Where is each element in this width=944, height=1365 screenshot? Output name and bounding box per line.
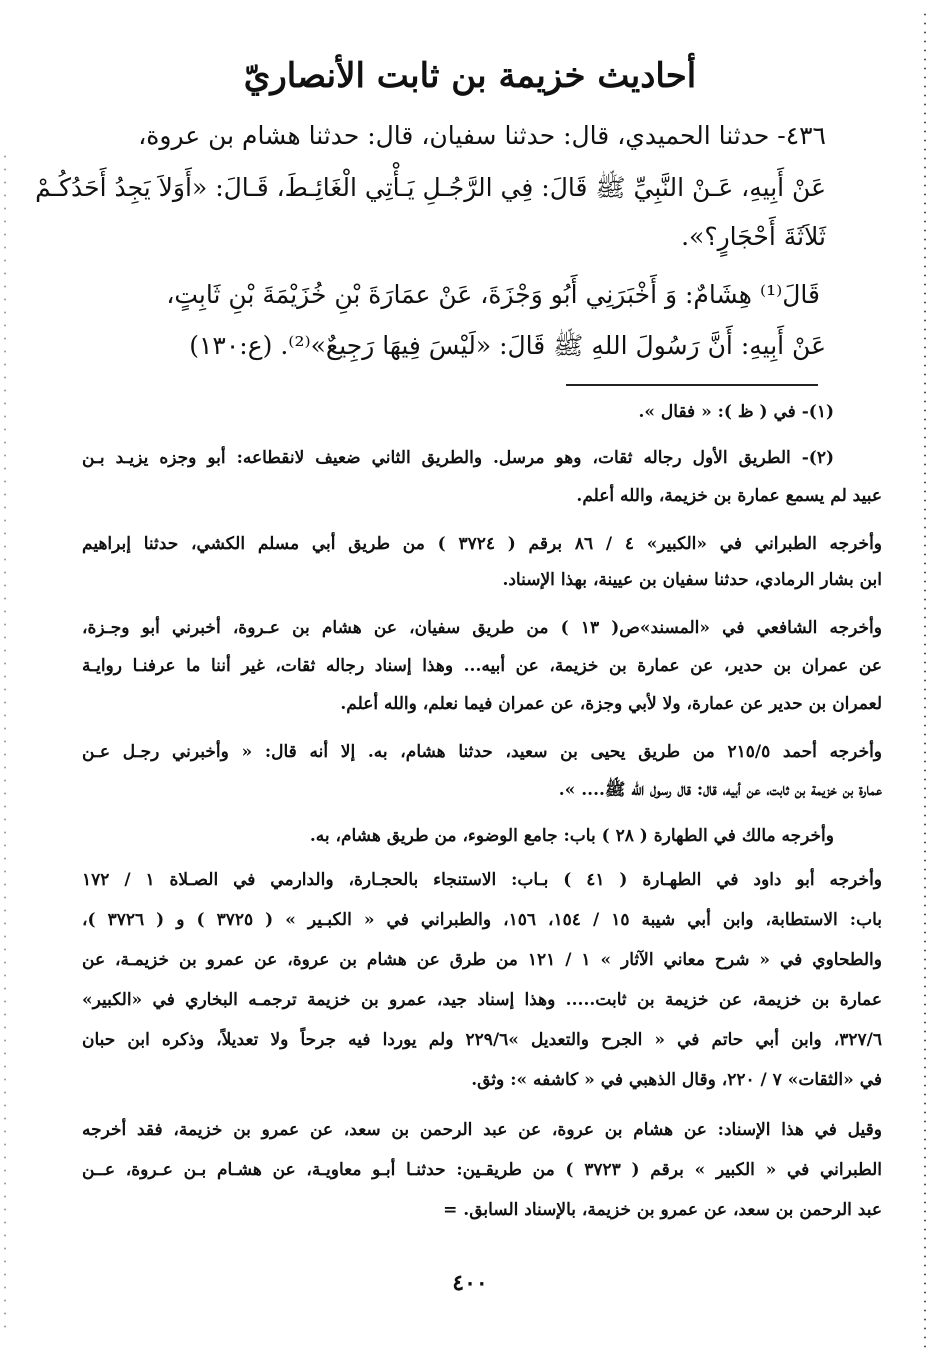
scan-edge-dots-left (4, 150, 6, 1330)
footnote-2-line-19: عبد الرحمن بن سعد، عن عمرو بن خزيمة، بالإسناد السابق. = (443, 1200, 882, 1220)
hadith-line-2: عَنْ أَبِيهِ، عَـنْ النَّبِيِّ ﷺ قَالَ: فِي الرَّجُـلِ يَـأْتِي الْغَائِـطَ، قَـالَ: «أَوَلاَ يَجِدُ أَحَدُكُـمْ (35, 173, 826, 202)
footnote-2-line-1: (٢)- الطريق الأول رجاله ثقات، وهو مرسل. والطريق الثاني ضعيف لانقطاعه: أبو وجزه يزيـد بـن (82, 448, 834, 468)
footnote-2-line-14: عمارة بن خزيمة، عن خزيمة بن ثابت..... وهذا إسناد جيد، عمرو بن خزيمة ترجمـه البخاري في «الكبير» (82, 990, 882, 1010)
page-title: أحاديث خزيمة بن ثابت الأنصاريّ (243, 56, 697, 96)
footnote-2-line-11: وأخرجه أبو داود في الطهـارة ( ٤١ ) بـاب: الاستنجاء بالحجـارة، والدارمي في الصـلاة ١ / ١٧٢ (82, 870, 882, 890)
footnote-2-line-16: في «الثقات» ٧ / ٢٢٠، وقال الذهبي في « كاشفه »: وثق. (471, 1070, 882, 1090)
page-number: ٤٠٠ (452, 1270, 488, 1296)
footnote-2-line-10: وأخرجه مالك في الطهارة ( ٢٨ ) باب: جامع الوضوء، من طريق هشام، به. (309, 826, 834, 846)
footnote-1: (١)- في ( ظ ): « فقال ». (638, 402, 834, 422)
footnote-separator (566, 384, 818, 386)
hadith-line-3: ثَلاَثَةَ أَحْجَارٍ؟». (681, 222, 826, 251)
footnote-2-line-8: وأخرجه أحمد ٢١٥/٥ من طريق يحيى بن سعيد، حدثنا هشام، به. إلا أنه قال: « وأخبرني رجـل عـن (82, 742, 882, 762)
footnote-2-line-3: وأخرجه الطبراني في «الكبير» ٤ / ٨٦ برقم ( ٣٧٢٤ ) من طريق أبي مسلم الكشي، حدثنا إبراهيم (82, 534, 882, 554)
footnote-2-line-6: عن عمران بن حدير، عن عمارة بن خزيمة، عن أبيه... وهذا إسناد رجاله ثقات، غير أننا ما عرفنـا روايـة (82, 656, 882, 676)
hadith-line-4: قَالَ⁽¹⁾ هِشَامٌ: وَ أَخْبَرَنِي أَبُو وَجْزَةَ، عَنْ عمَارَةَ بْنِ خُزَيْمَةَ بْنِ ثَابِتٍ، (166, 280, 820, 309)
footnote-2-line-5: وأخرجه الشافعي في «المسند»ص( ١٣ ) من طريق سفيان، عن هشام بن عـروة، أخبرني أبو وجـزة، (82, 618, 882, 638)
footnote-2-line-4: ابن بشار الرمادي، حدثنا سفيان بن عيينة، بهذا الإسناد. (502, 570, 882, 590)
footnote-2-line-12: باب: الاستطابة، وابن أبي شيبة ١٥ / ١٥٤، ١٥٦، والطبراني في « الكبـير » ( ٣٧٢٥ ) و ( ٣٧٢٦ )، (82, 910, 882, 930)
footnote-2-line-15: ٣٢٧/٦، وابن أبي حاتم في « الجرح والتعديل »٢٢٩/٦ ولم يوردا فيه جرحاً ولا تعديلاً، وذكره ابن حبان (82, 1030, 882, 1050)
hadith-line-1: ٤٣٦- حدثنا الحميدي، قال: حدثنا سفيان، قال: حدثنا هشام بن عروة، (138, 121, 826, 150)
footnote-2-line-13: والطحاوي في « شرح معاني الآثار » ١ / ١٢١ من طرق عن هشام بن عروة، عن عمرو بن خزيمـة، عن (82, 950, 882, 970)
footnote-2-line-2: عبيد لم يسمع عمارة بن خزيمة، والله أعلم. (576, 486, 882, 506)
footnote-2-line-7: لعمران بن حدير عن عمارة، ولا لأبي وجزة، عن عمران فيما نعلم، والله أعلم. (340, 694, 882, 714)
footnote-2-line-17: وقيل في هذا الإسناد: عن هشام بن عروة، عن عبد الرحمن بن سعد، عن عمرو بن خزيمة، فقد أخرجه (82, 1120, 882, 1140)
footnote-2-line-18: الطبراني في « الكبير » برقم ( ٣٧٢٣ ) من طريقـين: حدثنـا أبـو معاويـة، عن هشـام بـن عـروة، عــن (82, 1160, 882, 1180)
footnote-2-line-9: عمارة بن خزيمة بن ثابت، عن أبيه، قال: قال رسول الله ﷺ.... ». (558, 780, 882, 800)
hadith-line-5: عَنْ أَبِيهِ: أَنَّ رَسُولَ اللهِ ﷺ قَالَ: «لَيْسَ فِيهَا رَجِيعٌ»⁽²⁾. (ع:١٣٠) (189, 331, 826, 360)
scan-edge-dots-right (924, 10, 926, 1350)
